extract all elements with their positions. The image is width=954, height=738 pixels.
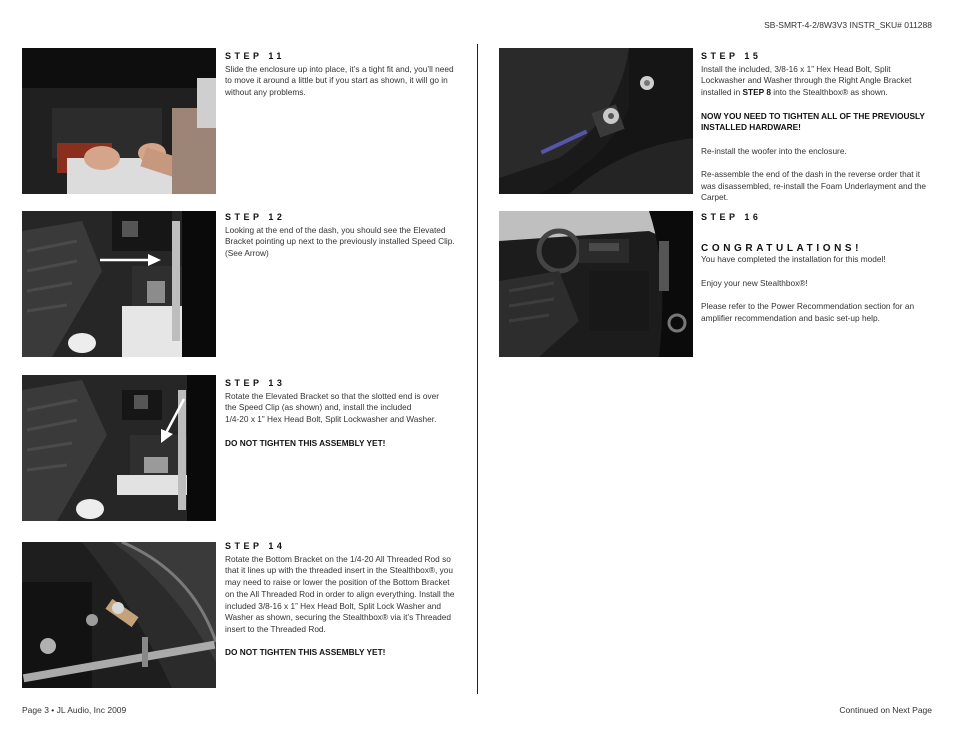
step-16-photo: [499, 211, 693, 357]
step-13-body-line-3: 1/4-20 x 1” Hex Head Bolt, Split Lockwasher and Washer.: [225, 414, 437, 425]
step-13-body-line-2: the Speed Clip (as shown) and, install the included: [225, 402, 412, 413]
step-13: [225, 378, 457, 461]
step-13-body-line-1: Rotate the Elevated Bracket so that the slotted end is over: [225, 390, 440, 401]
step-16-para1: You have completed the installation for this model!: [701, 254, 886, 265]
step-14-body: Rotate the Bottom Bracket on the 1/4-20 All Threaded Rod so that it lines up with the threaded insert in the Stealthbox®, you may need to raise or lower the position of the Bottom Bracket on the All Threaded Rod in order to align everything. Install the included 3/8-16 x 1” Hex Head Bolt, Split Lock Washer and Washer as shown, securing the Stealthbox® via it’s Threaded insert to the Threaded Rod.: [225, 553, 455, 634]
step-12-title: STEP 12: [225, 212, 286, 222]
document-sku: SB-SMRT-4-2/8W3V3 INSTR_SKU# 011288: [764, 20, 932, 30]
step-13-photo: [22, 375, 216, 521]
column-divider: [477, 44, 478, 694]
step-13-body: [225, 391, 457, 426]
step-16-para2: Enjoy your new Stealthbox®!: [701, 277, 808, 288]
step-11-photo: [22, 48, 216, 194]
step-14-photo: [22, 542, 216, 688]
step-13-warning: DO NOT TIGHTEN THIS ASSEMBLY YET!: [225, 437, 386, 448]
step-12-photo: [22, 211, 216, 357]
step-14-title: STEP 14: [225, 541, 286, 551]
step-15-photo: [499, 48, 693, 194]
step-16-para3: Please refer to the Power Recommendation section for an amplifier recommendation and basic set-up help.: [701, 301, 915, 323]
page-footer-right: Continued on Next Page: [839, 705, 932, 715]
step-15: [701, 51, 933, 216]
page-footer-left: Page 3 • JL Audio, Inc 2009: [22, 705, 127, 715]
step-14-warning: DO NOT TIGHTEN THIS ASSEMBLY YET!: [225, 647, 386, 658]
step-14: [225, 541, 457, 671]
step-11: [225, 51, 457, 111]
step-16-title: STEP 16: [701, 212, 762, 222]
step-12: [225, 212, 457, 272]
step-16-congratulations: CONGRATULATIONS!: [701, 242, 863, 254]
step-12-body: Looking at the end of the dash, you should see the Elevated Bracket pointing up next to the previously installed Speed Clip. (See Arrow): [225, 224, 455, 259]
step-15-notice: NOW YOU NEED TO TIGHTEN ALL OF THE PREVIOUSLY INSTALLED HARDWARE!: [701, 110, 925, 133]
step-15-body-post: into the Stealthbox® as shown.: [770, 87, 888, 98]
step-15-body-bold: STEP 8: [742, 87, 771, 98]
step-15-para3: Re-assemble the end of the dash in the reverse order that it was disassembled, re-install the Foam Underlayment and the Carpet.: [701, 168, 927, 203]
step-16: [701, 212, 933, 336]
step-15-body: [701, 64, 933, 99]
step-15-title: STEP 15: [701, 51, 762, 61]
step-15-body-pre: Install the included, 3/8-16 x 1” Hex Head Bolt, Split Lockwasher and Washer through the Right Angle Bracket installed in: [701, 63, 912, 98]
step-15-para2: Re-install the woofer into the enclosure.: [701, 145, 847, 156]
step-13-title: STEP 13: [225, 378, 286, 388]
step-11-title: STEP 11: [225, 51, 285, 61]
step-11-body: Slide the enclosure up into place, it’s a tight fit and, you’ll need to move it around a little but if you start as shown, it will go in without any problems.: [225, 63, 454, 98]
